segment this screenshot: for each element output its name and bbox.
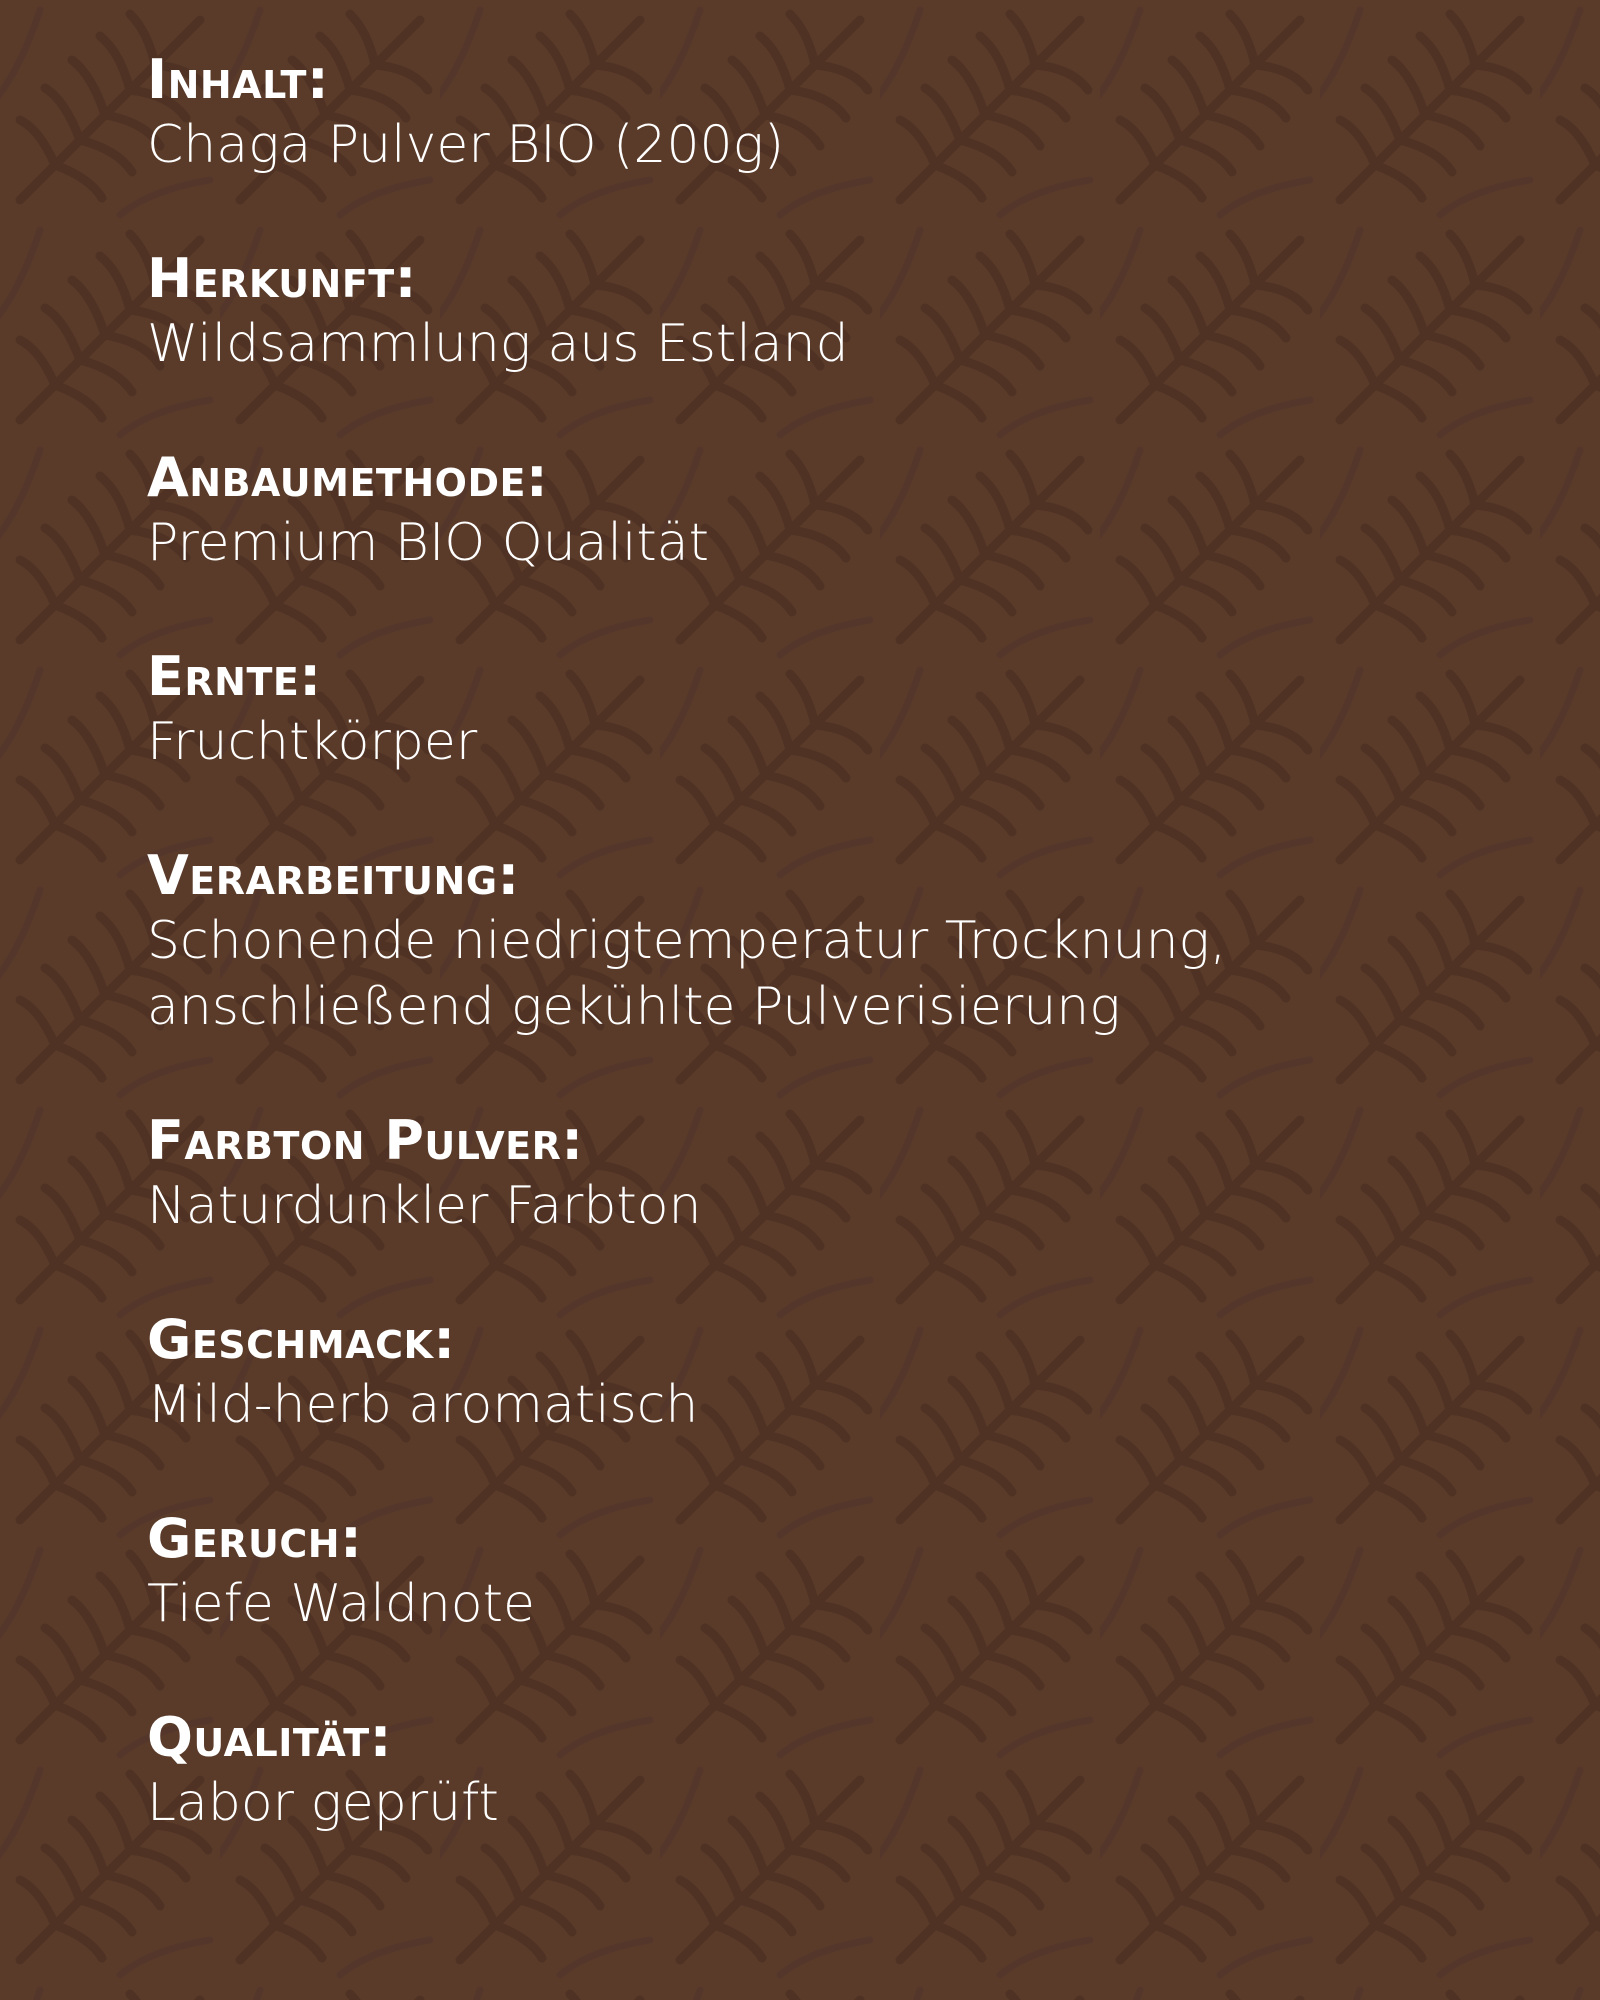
product-details: [147, 48, 1527, 1905]
detail-ernte: [147, 645, 1527, 775]
detail-geschmack: [147, 1308, 1527, 1438]
detail-value: [147, 1571, 1527, 1637]
detail-value: [147, 709, 1527, 775]
detail-qualitaet: [147, 1706, 1527, 1836]
detail-value: [147, 510, 1527, 576]
detail-geruch: [147, 1507, 1527, 1637]
detail-value: [147, 908, 1527, 1040]
detail-label: Geschmack:: [147, 1308, 456, 1371]
detail-value: [147, 1372, 1527, 1438]
detail-value-line: Schonende niedrigtemperatur Trocknung,: [147, 911, 1227, 971]
detail-value: [147, 112, 1527, 178]
detail-value-line: Mild-herb aromatisch: [147, 1375, 699, 1435]
detail-value: [147, 311, 1527, 377]
detail-verarbeitung: [147, 844, 1527, 1040]
detail-value-line: Naturdunkler Farbton: [147, 1176, 702, 1236]
detail-label: Ernte:: [147, 645, 322, 708]
detail-label: Farbton Pulver:: [147, 1109, 584, 1172]
detail-value-line: Premium BIO Qualität: [147, 513, 710, 573]
detail-herkunft: [147, 247, 1527, 377]
detail-label: Anbaumethode:: [147, 446, 549, 509]
detail-inhalt: [147, 48, 1527, 178]
detail-value-line: Fruchtkörper: [147, 712, 478, 772]
detail-label: Geruch:: [147, 1507, 363, 1570]
detail-value-line: Chaga Pulver BIO (200g): [147, 115, 785, 175]
detail-value-line: Labor geprüft: [147, 1773, 499, 1833]
detail-value: [147, 1173, 1527, 1239]
detail-label: Herkunft:: [147, 247, 417, 310]
detail-anbaumethode: [147, 446, 1527, 576]
detail-value: [147, 1770, 1527, 1836]
detail-value-line: Tiefe Waldnote: [147, 1574, 535, 1634]
detail-label: Inhalt:: [147, 48, 330, 111]
detail-label: Qualität:: [147, 1706, 392, 1769]
detail-farbton-pulver: [147, 1109, 1527, 1239]
detail-value-line: anschließend gekühlte Pulverisierung: [147, 977, 1121, 1037]
detail-value-line: Wildsammlung aus Estland: [147, 314, 849, 374]
detail-label: Verarbeitung:: [147, 844, 520, 907]
